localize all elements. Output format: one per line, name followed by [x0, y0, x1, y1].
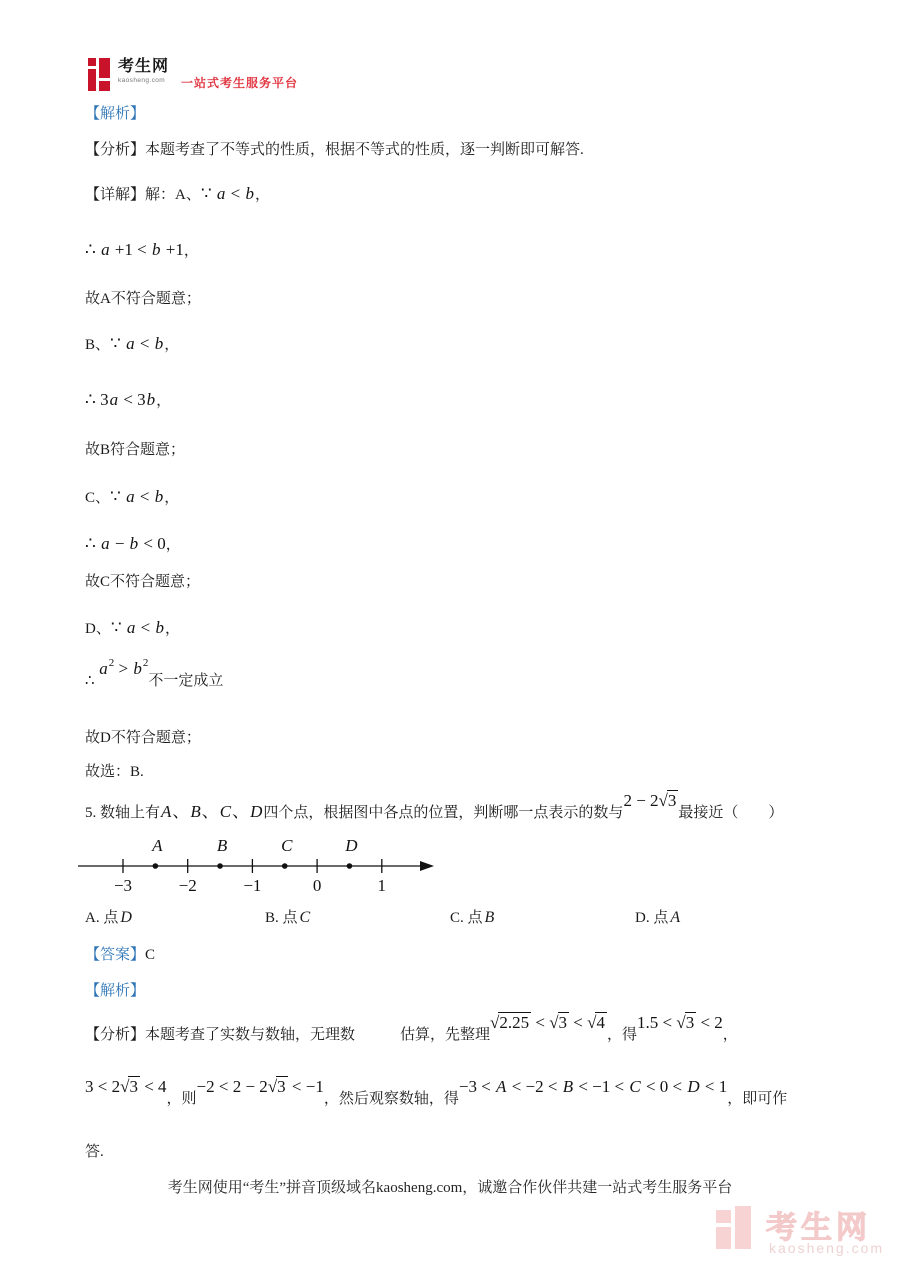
text-run: 答.	[85, 1144, 104, 1160]
text-run: 5. 数轴上有	[85, 805, 161, 821]
formula-c-conclusion	[85, 532, 181, 558]
logo-text-group	[118, 58, 169, 84]
option-item: A. 点 D	[85, 909, 132, 926]
logo-block-icon	[99, 81, 110, 91]
analysis-text-2b	[85, 1077, 788, 1112]
verdict-c	[85, 570, 200, 596]
math-formula: −3 < A < −2 < B < −1 < C < 0 < D < 1	[458, 1077, 728, 1096]
final-answer-q4	[85, 760, 144, 786]
math-formula: 3 < 2√3 < 4	[85, 1077, 167, 1096]
kaosheng-logo	[88, 58, 298, 92]
math-formula: ∵ a < b	[110, 334, 164, 353]
question-5-stem	[85, 791, 784, 826]
text-run: C、	[85, 490, 111, 506]
formula-d-conclusion	[85, 657, 224, 694]
watermark-block-icon	[716, 1227, 731, 1249]
math-formula: ∴ a +1 < b +1	[85, 240, 184, 259]
text-run: ，则	[166, 1091, 197, 1107]
answer-q5	[85, 943, 155, 969]
point-label: D	[345, 836, 358, 855]
logo-name: 考生网	[118, 58, 170, 75]
analysis-text-2c	[85, 1140, 104, 1166]
analysis-text-1	[85, 138, 584, 164]
text-run: 故A不符合题意；	[85, 291, 201, 307]
math-formula: ∵ a < b	[110, 618, 165, 637]
section-label: 【解析】	[85, 106, 146, 122]
text-run: 四个点，根据图中各点的位置，判断哪一点表示的数与	[263, 805, 624, 821]
text-run: C	[145, 947, 156, 963]
number-line-svg	[78, 836, 458, 900]
text-run: ，	[164, 337, 180, 353]
text-run: ，即可作	[727, 1091, 788, 1107]
sqrt-expression: √3	[676, 1013, 695, 1032]
text-run: 不一定成立	[148, 673, 224, 689]
text-run: ，	[722, 1027, 738, 1043]
formula-a-conclusion	[85, 238, 199, 264]
math-formula: 1.5 < √3 < 2	[637, 1013, 723, 1032]
text-run: ，	[165, 621, 181, 637]
text-run: B、	[85, 337, 111, 353]
detail-step-b	[85, 332, 179, 358]
math-formula: ∴ 3a < 3b	[85, 390, 156, 409]
sqrt-expression: √3	[120, 1077, 138, 1096]
watermark-block-icon	[735, 1206, 751, 1249]
tick-label: −1	[243, 876, 262, 895]
math-formula: √2.25 < √3 < √4	[490, 1013, 605, 1032]
sqrt-expression: √4	[587, 1013, 605, 1032]
math-formula: −2 < 2 − 2√3 < −1	[196, 1077, 324, 1096]
text-run: 【分析】本题考查了实数与数轴，无理数 估算，先整理	[85, 1027, 491, 1043]
tick-label: 0	[312, 876, 322, 895]
tick-label: −3	[113, 876, 133, 895]
text-run: ，	[156, 393, 172, 409]
section-label: 【解析】	[85, 983, 146, 999]
sqrt-expression: √2.25	[490, 1013, 530, 1032]
footer-text: 考生网使用“考生”拼音顶级域名kaosheng.com，诚邀合作伙伴共建一站式考生服务平台	[167, 1180, 733, 1196]
text-run: ，然后观察数轴，得	[323, 1091, 459, 1107]
point-dot	[217, 863, 223, 869]
watermark-domain: kaosheng.com	[769, 1240, 885, 1256]
point-label: C	[281, 836, 293, 855]
watermark-block-icon	[716, 1210, 731, 1223]
text-run: 最接近（ ）	[678, 805, 784, 821]
text-run: 故B符合题意；	[85, 442, 186, 458]
point-label: A	[152, 836, 163, 855]
detail-step-d	[85, 616, 180, 642]
verdict-d	[85, 726, 201, 752]
verdict-a	[85, 287, 201, 313]
text-run: 故选：B.	[85, 764, 144, 780]
option-item: C. 点 B	[450, 909, 495, 926]
analysis-text-2a	[85, 1013, 738, 1048]
text-run: ∴	[85, 673, 99, 689]
number-line-figure	[78, 836, 458, 900]
option-item: D. 点 A	[635, 909, 681, 926]
verdict-b	[85, 438, 185, 464]
point-dot	[282, 863, 288, 869]
tick-label: 1	[377, 876, 387, 895]
analysis-label-2	[85, 979, 145, 1005]
math-formula: $a^2 > b^2$	[99, 657, 149, 678]
logo-slogan: 一站式考生服务平台	[181, 76, 299, 90]
math-formula: ∴ a − b < 0	[85, 534, 166, 553]
text-run: 故D不符合题意；	[85, 730, 201, 746]
point-dot	[347, 863, 353, 869]
detail-step-c	[85, 485, 179, 511]
text-run: ，	[165, 537, 181, 553]
axis-arrow	[420, 861, 434, 871]
option-item: B. 点 C	[265, 909, 311, 926]
text-run: ，	[255, 187, 271, 203]
math-formula: A、B、C、D	[161, 802, 263, 821]
detail-step-a	[85, 182, 270, 208]
watermark-name: 考生网	[766, 1210, 871, 1245]
point-dot	[153, 863, 159, 869]
point-label: B	[216, 836, 228, 855]
text-run: D、	[85, 621, 111, 637]
page-footer	[0, 1176, 900, 1197]
sqrt-expression: √3	[658, 791, 677, 810]
kaosheng-logo-icon	[88, 58, 112, 92]
logo-block-icon	[88, 69, 96, 91]
logo-block-icon	[88, 58, 96, 66]
math-formula: ∵ a < b	[200, 184, 255, 203]
formula-b-conclusion	[85, 388, 171, 414]
text-run: ，	[164, 490, 180, 506]
text-run: 故C不符合题意；	[85, 574, 201, 590]
text-run: ，得	[606, 1027, 637, 1043]
text-run: 【详解】解：A、	[85, 187, 201, 203]
logo-domain: kaosheng.com	[118, 77, 166, 84]
text-run: ，	[183, 243, 199, 259]
sqrt-expression: √3	[267, 1077, 286, 1096]
math-formula: 2 − 2√3	[623, 791, 677, 810]
math-formula: ∵ a < b	[110, 487, 164, 506]
text-run: 【分析】本题考查了不等式的性质，根据不等式的性质，逐一判断即可解答.	[85, 142, 584, 158]
analysis-label-1	[85, 102, 145, 128]
sqrt-expression: √3	[549, 1013, 568, 1032]
section-label: 【答案】	[85, 947, 146, 963]
tick-label: −2	[178, 876, 197, 895]
logo-block-icon	[99, 58, 110, 78]
kaosheng-watermark	[716, 1206, 896, 1268]
